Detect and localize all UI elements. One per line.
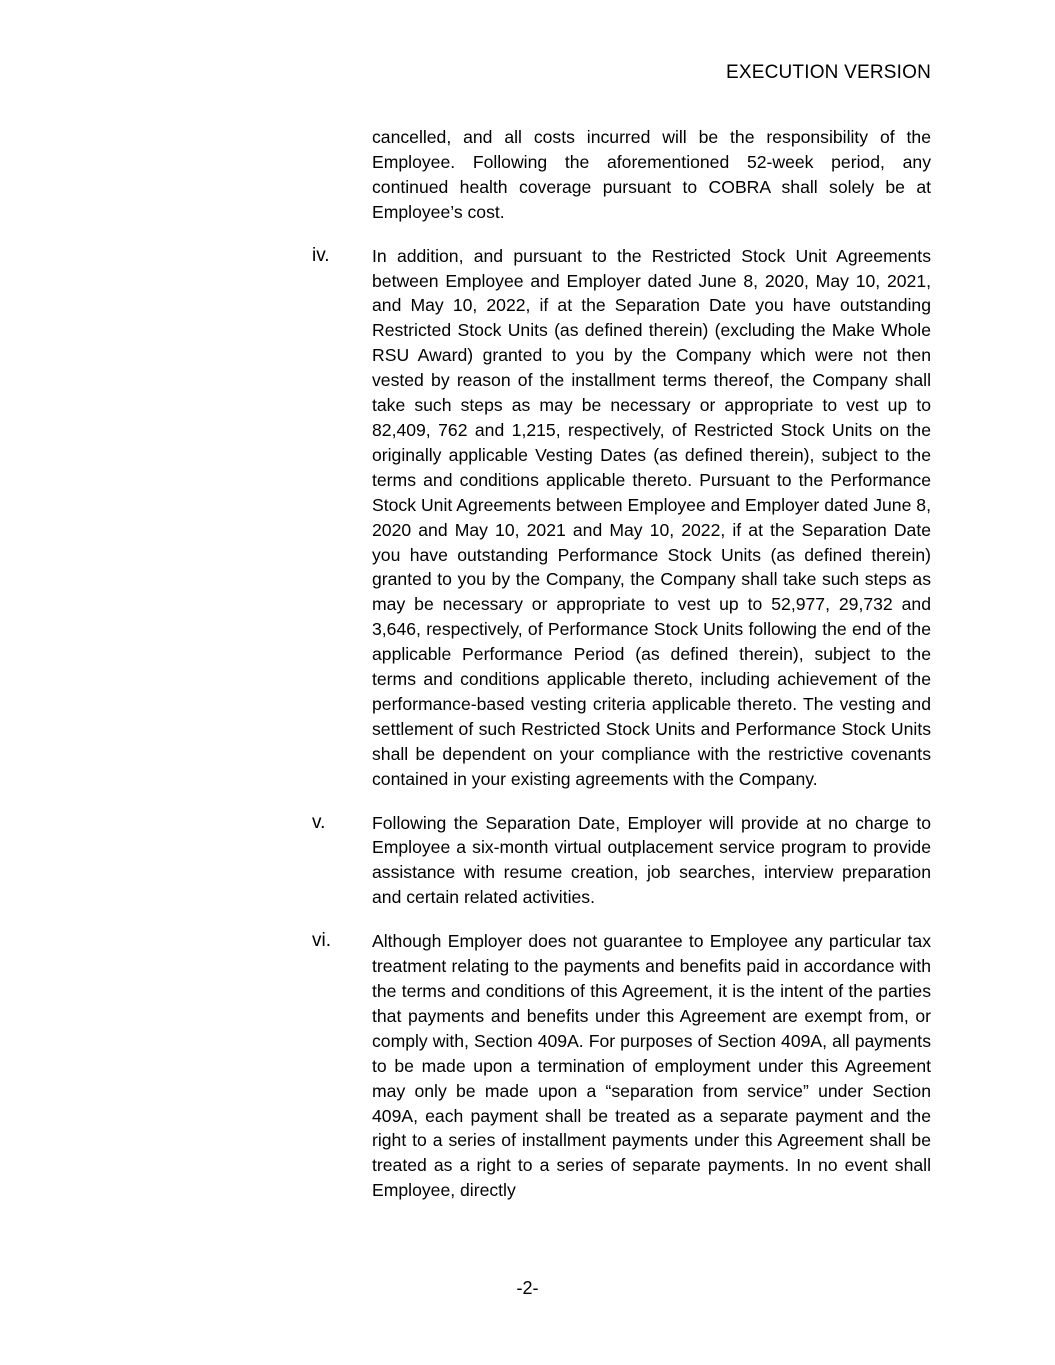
paragraph-number-v: v. bbox=[312, 811, 326, 833]
paragraph-text-v: Following the Separation Date, Employer will provide at no charge to Employee a six-month virtual outplacement service program to provide assistance with resume creation, job searches, interview preparation and certain related activities. bbox=[372, 812, 931, 908]
paragraph-continuation bbox=[372, 125, 931, 225]
paragraph-text-vi: Although Employer does not guarantee to Employee any particular tax treatment relating to the payments and benefits paid in accordance with the terms and conditions of this Agreement, it is the intent of the parties that payments and benefits under this Agreement are exempt from, or comply with, Section 409A. For purposes of Section 409A, all payments to be made upon a termination of employment under this Agreement may only be made upon a “separation from service” under Section 409A, each payment shall be treated as a separate payment and the right to a series of installment payments under this Agreement shall be treated as a right to a series of separate payments. In no event shall Employee, directly bbox=[372, 931, 931, 1201]
paragraph-number-vi: vi. bbox=[312, 930, 331, 952]
paragraph-text: cancelled, and all costs incurred will be the responsibility of the Employee. Following the aforementioned 52-week period, any continued health coverage pursuant to COBRA shall solely be at Employee’s cost. bbox=[372, 127, 931, 222]
paragraph-v bbox=[312, 811, 931, 911]
paragraph-text-iv: In addition, and pursuant to the Restricted Stock Unit Agreements between Employee and Employer dated June 8, 2020, May 10, 2021, and May 10, 2022, if at the Separation Date you have outstanding Restricted Stock Units (as defined therein) (excluding the Make Whole RSU Award) granted to you by the Company which were not then vested by reason of the installment terms thereof, the Company shall take such steps as may be necessary or appropriate to vest up to 82,409, 762 and 1,215, respectively, of Restricted Stock Units on the originally applicable Vesting Dates (as defined therein), subject to the terms and conditions applicable thereto. Pursuant to the Performance Stock Unit Agreements between Employee and Employer dated June 8, 2020 and May 10, 2021 and May 10, 2022, if at the Separation Date you have outstanding Performance Stock Units (as defined therein) granted to you by the Company, the Company shall take such steps as may be necessary or appropriate to vest up to 52,977, 29,732 and 3,646, respectively, of Performance Stock Units following the end of the applicable Performance Period (as defined therein), subject to the terms and conditions applicable thereto, including achievement of the performance-based vesting criteria applicable thereto. The vesting and settlement of such Restricted Stock Units and Performance Stock Units shall be dependent on your compliance with the restrictive covenants contained in your existing agreements with the Company. bbox=[372, 245, 931, 789]
paragraph-vi bbox=[312, 929, 931, 1203]
paragraph-number-iv: iv. bbox=[312, 244, 330, 266]
page-number: -2- bbox=[516, 1278, 539, 1298]
execution-version-header: EXECUTION VERSION bbox=[725, 62, 931, 83]
paragraph-iv bbox=[312, 244, 931, 792]
document-body bbox=[0, 125, 1055, 1222]
